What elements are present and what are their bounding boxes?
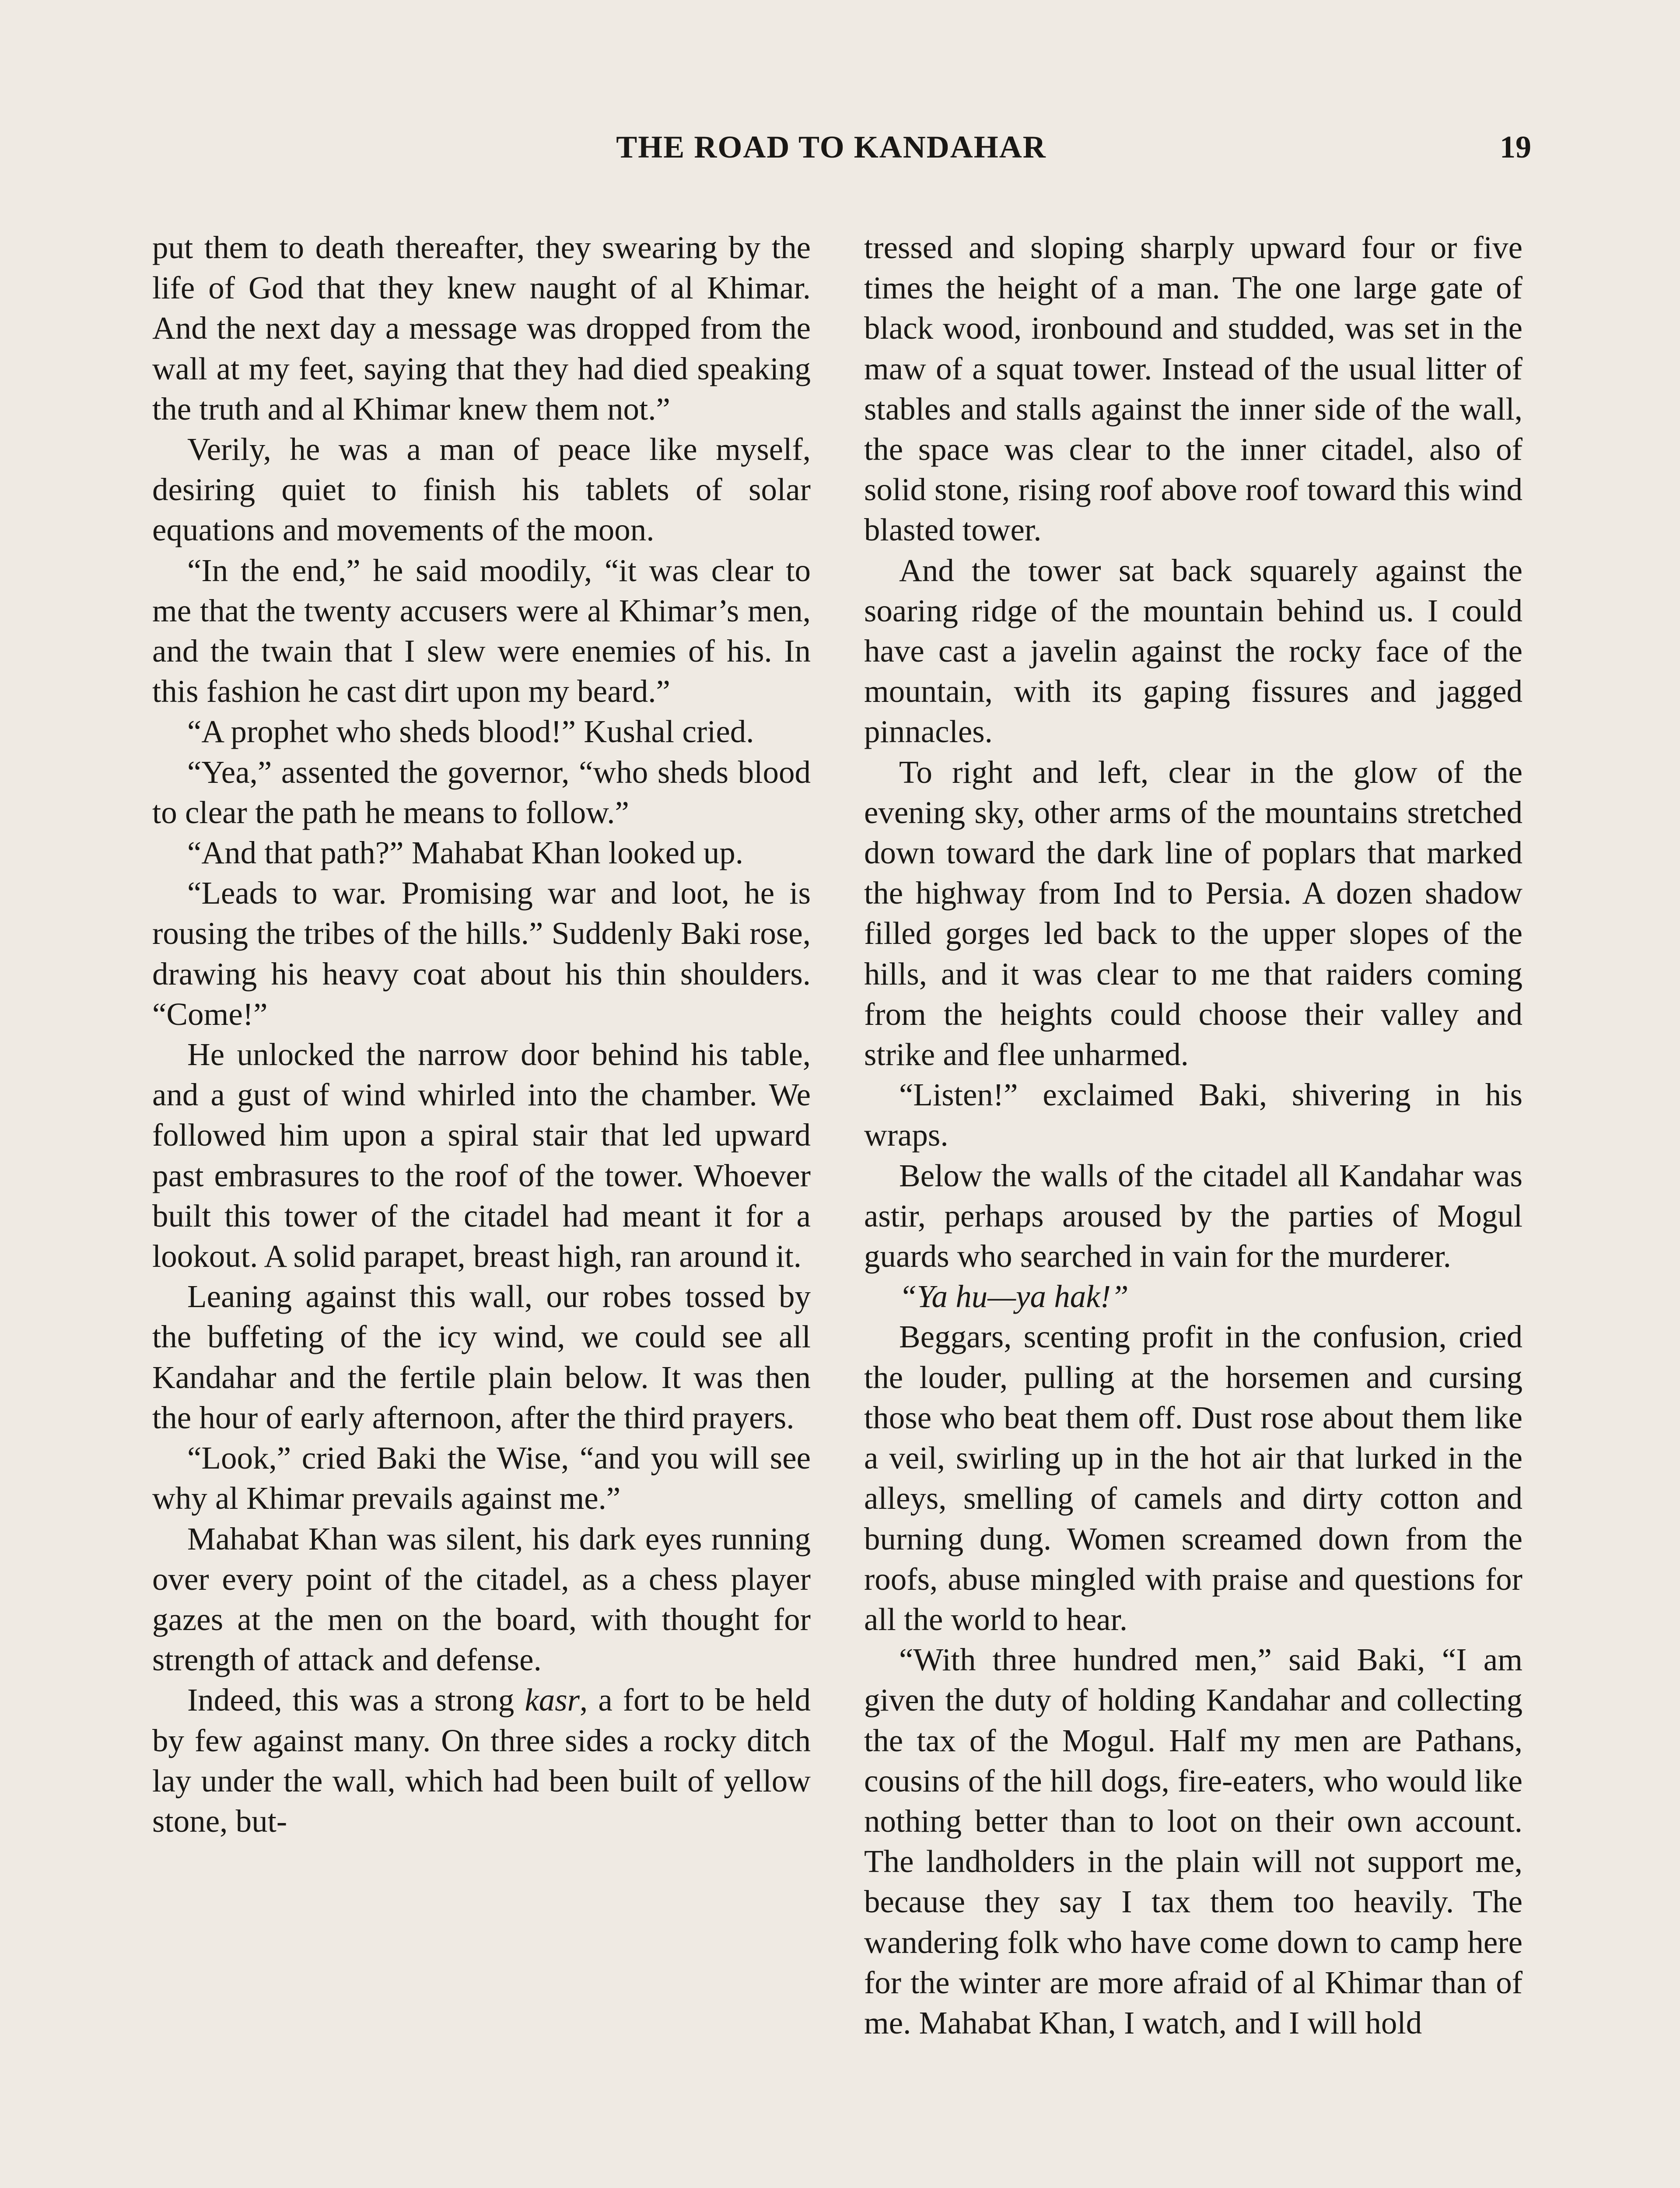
paragraph: tressed and sloping sharply upward four or five times the height of a man. The one large gate of black wood, ironbound and studded, was set in the maw of a squat tower. Instead of the usual litter of stables and stalls against the inner side of the wall, the space was clear to the inner citadel, also of solid stone, rising roof above roof toward this wind blasted tower. (864, 230, 1522, 548)
running-head-title: THE ROAD TO KANDAHAR (616, 130, 1046, 165)
text-run: Indeed, this was a strong (187, 1682, 525, 1718)
paragraph: Below the walls of the citadel all Kandahar was astir, perhaps aroused by the parties of Mogul guards who searched in vain for the murderer. (864, 1157, 1522, 1274)
page-number: 19 (1500, 130, 1531, 165)
paragraph: “Look,” cried Baki the Wise, “and you will see why al Khimar prevails against me.” (152, 1440, 811, 1516)
paragraph: “A prophet who sheds blood!” Kushal cried. (187, 714, 754, 750)
paragraph: Verily, he was a man of peace like myself, desiring quiet to finish his tablets of solar equations and movements of the moon. (152, 431, 811, 548)
paragraph: “Leads to war. Promising war and loot, he is rousing the tribes of the hills.” Suddenly Baki rose, drawing his heavy coat about his thin shoulders. “Come!” (152, 875, 811, 1032)
paragraph: And the tower sat back squarely against the soaring ridge of the mountain behind us. I could have cast a javelin against the rocky face of the mountain, with its gaping fissures and jagged pinnacles. (864, 552, 1522, 750)
text-run: , a fort to be held by few against many. On three sides a rocky ditch lay under the wall, which had been built of yellow stone, but- (152, 1682, 811, 1839)
paragraph: “Yea,” assented the governor, “who sheds blood to clear the path he means to follow.” (152, 754, 811, 830)
paragraph: Mahabat Khan was silent, his dark eyes running over every point of the citadel, as a chess player gazes at the men on the board, with thought for strength of attack and defense. (152, 1521, 811, 1678)
paragraph: Leaning against this wall, our robes tossed by the buffeting of the icy wind, we could see all Kandahar and the fertile plain below. It was then the hour of early afternoon, after the third prayers. (152, 1279, 811, 1435)
italic-cry: “Ya hu—ya hak!” (899, 1279, 1129, 1315)
paragraph: Beggars, scenting profit in the confusion, cried the louder, pulling at the horsemen and cursing those who beat them off. Dust rose about them like a veil, swirling up in the hot air that lurked in the alleys, smelling of camels and dirty cotton and burning dung. Women screamed down from the roofs, abuse mingled with praise and questions for all the world to hear. (864, 1319, 1522, 1637)
paragraph: “With three hundred men,” said Baki, “I am given the duty of holding Kandahar and collecting the tax of the Mogul. Half my men are Pathans, cousins of the hill dogs, fire-eaters, who would like nothing better than to loot on their own account. The landholders in the plain will not support me, because they say I tax them too heavily. The wandering folk who have come down to camp here for the winter are more afraid of al Khimar than of me. Mahabat Khan, I watch, and I will hold (864, 1642, 1522, 2041)
paragraph: “In the end,” he said moodily, “it was clear to me that the twenty accusers were al Khimar’s men, and the twain that I slew were enemies of his. In this fashion he cast dirt upon my beard.” (152, 552, 811, 709)
paragraph (864, 1276, 1522, 1317)
paragraph: “And that path?” Mahabat Khan looked up. (187, 835, 744, 871)
paragraph: put them to death thereafter, they swearing by the life of God that they knew naught of al Khimar. And the next day a message was dropped from the wall at my feet, saying that they had died speaking the truth and al Khimar knew them not.” (152, 230, 811, 427)
italic-word: kasr (525, 1682, 580, 1718)
paragraph (152, 1680, 811, 1841)
paragraph: He unlocked the narrow door behind his table, and a gust of wind whirled into the chamber. We followed him upon a spiral stair that led upward past embrasures to the roof of the tower. Whoever built this tower of the citadel had meant it for a lookout. A solid parapet, breast high, ran around it. (152, 1037, 811, 1274)
right-column (864, 228, 1522, 2043)
paragraph: “Listen!” exclaimed Baki, shivering in his wraps. (864, 1077, 1522, 1153)
paragraph: To right and left, clear in the glow of the evening sky, other arms of the mountains stretched down toward the dark line of poplars that marked the highway from Ind to Persia. A dozen shadow filled gorges led back to the upper slopes of the hills, and it was clear to me that raiders coming from the heights could choose their valley and strike and flee unharmed. (864, 754, 1522, 1073)
left-column (152, 228, 811, 1841)
